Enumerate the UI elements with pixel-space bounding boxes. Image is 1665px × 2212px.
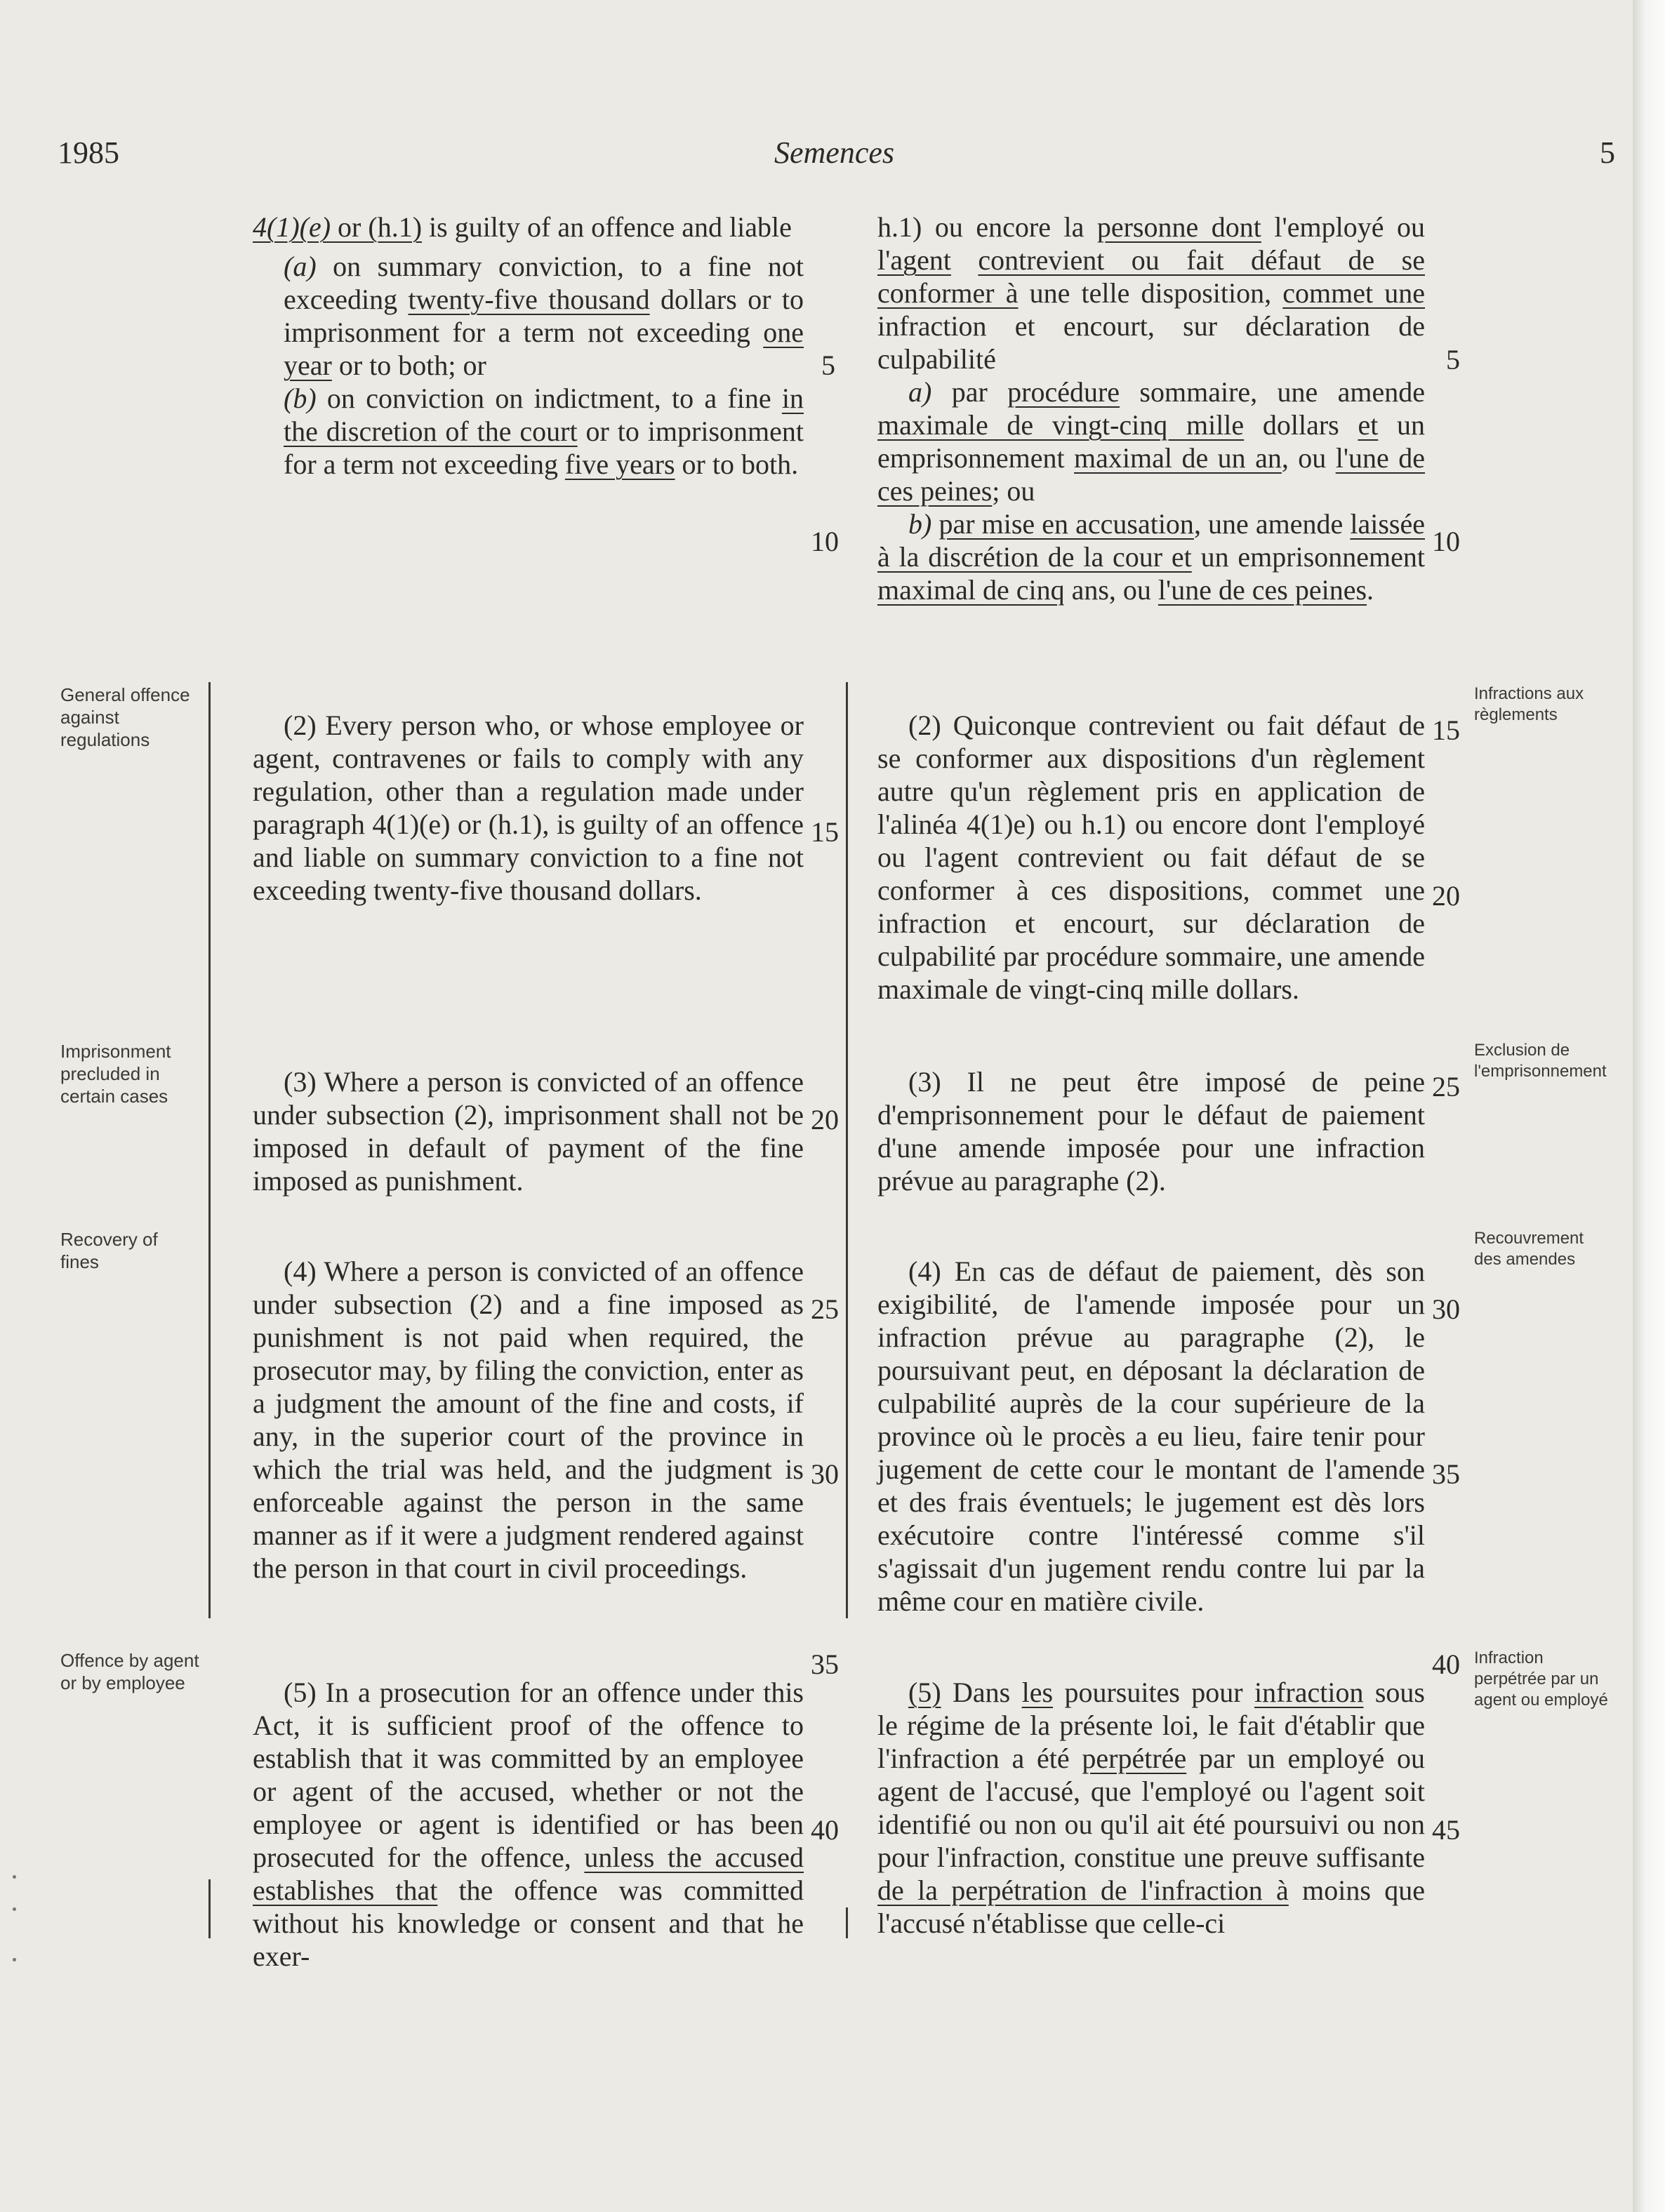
fr-item-a-u1: procédure xyxy=(1007,376,1120,408)
fr-item-b-t1 xyxy=(931,508,938,540)
fr-line-number: 35 xyxy=(1432,1458,1460,1490)
en-subsection-5 xyxy=(253,1676,804,1973)
fr-item-a-t2: sommaire, une amende xyxy=(1120,376,1425,408)
fr-line-number: 30 xyxy=(1432,1293,1460,1325)
fr-cont-lead-para xyxy=(877,211,1425,375)
en-cont-or: or xyxy=(331,211,369,243)
en-line-number: 30 xyxy=(811,1458,839,1490)
header-title: Semences xyxy=(774,135,895,170)
page-edge xyxy=(1633,0,1665,2212)
header-page-number: 5 xyxy=(1600,135,1615,170)
fr-margin-note-exclusion: Exclusion de l'emprisonnement xyxy=(1474,1041,1607,1081)
en-item-a-post: or to both; or xyxy=(331,349,486,381)
en-margin-note-general-offence: General offence against regulations xyxy=(60,684,190,750)
en-margin-note-recovery: Recovery of fines xyxy=(60,1229,158,1272)
fr-item-a-label: a) xyxy=(908,376,932,408)
en-item-b-underline-1: in the discretion of the court xyxy=(284,382,804,447)
scan-speck xyxy=(13,1907,16,1911)
fr-item-b-u2: laissée à la discrétion de la cour et xyxy=(877,508,1425,573)
fr-s5-t3: sous le régime de la présente loi, le fait d'établir que l'infraction a été xyxy=(877,1677,1425,1774)
en-item-b-post: or to both. xyxy=(675,448,799,480)
en-line-number: 5 xyxy=(821,349,835,381)
fr-subsection-4: (4) En cas de défaut de paiement, dès son exigibilité, de l'amende imposée pour un infraction prévue au paragraphe (2), le poursuivant peut, en déposant la déclaration de culpabilité auprès de la cour supérieure de la province où le procès a eu lieu, faire tenir pour jugement de cette cour le montant de l'amende et des frais éventuels; le jugement est dès lors exécutoire contre l'intéressé comme s'il s'agissait d'un jugement rendu contre lui par la même cour en matière civile. xyxy=(877,1255,1425,1617)
en-item-b-underline-2: five years xyxy=(564,448,675,480)
fr-item-b-u4: l'une de ces peines xyxy=(1157,574,1367,606)
fr-item-a-t1: par xyxy=(931,376,1008,408)
en-s5-underline: unless the accused establishes that xyxy=(253,1841,804,1906)
fr-cont-text-3: une telle disposition, xyxy=(1018,277,1283,309)
fr-s5-t2: poursuites pour xyxy=(1053,1677,1254,1708)
fr-line-number: 40 xyxy=(1432,1648,1460,1680)
en-item-a-mid: dollars or to imprisonment for a term not exceeding xyxy=(284,284,804,348)
fr-cont-item-a xyxy=(877,375,1425,507)
en-subsection-2: (2) Every person who, or whose employee or agent, contravenes or fails to comply with any regulation, other than a regulation made under paragraph 4(1)(e) or (h.1), is guilty of an offence and liable on summary conviction to a fine not exceeding twenty-five thousand dollars. xyxy=(253,709,804,906)
en-cont-rest: is guilty of an offence and liable xyxy=(422,211,792,243)
fr-s5-u4: perpétrée xyxy=(1082,1743,1187,1774)
fr-margin-note-infraction-agent: Infraction perpétrée par un agent ou employé xyxy=(1474,1648,1608,1710)
fr-s5-u2: les xyxy=(1021,1677,1054,1708)
en-cont-h1: (h.1) xyxy=(368,211,423,243)
en-item-b-label: (b) xyxy=(284,382,317,414)
change-bar-right xyxy=(846,682,848,1618)
fr-item-b-u3: maximal de cinq xyxy=(877,574,1065,606)
fr-line-number: 20 xyxy=(1432,880,1460,912)
fr-cont-text-4: infraction et encourt, sur déclaration de culpabilité xyxy=(877,310,1425,375)
fr-cont-text-2 xyxy=(951,244,978,276)
en-item-b-mid: or to imprisonment for a term not exceeding xyxy=(284,415,804,480)
scan-speck xyxy=(13,1958,16,1961)
fr-margin-note-infractions: Infractions aux règlements xyxy=(1474,684,1584,724)
en-cont-item-b xyxy=(253,382,804,481)
header-year: 1985 xyxy=(58,135,119,170)
fr-subsection-2: (2) Quiconque contrevient ou fait défaut de se conformer aux dispositions d'un règlement autre qu'un règlement pris en application de l'alinéa 4(1)e) ou h.1) ou encore dont l'employé ou l'agent contrevient ou fait défaut de se conformer à ces dispositions, commet une infraction et encourt, sur déclaration de culpabilité par procédure sommaire, une amende maximale de vingt-cinq mille dollars. xyxy=(877,709,1425,1005)
fr-item-b-t3: un emprisonnement xyxy=(1191,541,1425,573)
scan-speck xyxy=(13,1875,16,1879)
fr-line-number: 45 xyxy=(1432,1814,1460,1846)
fr-s5-u1: (5) xyxy=(908,1677,941,1708)
en-line-number: 40 xyxy=(811,1814,839,1846)
fr-line-number: 25 xyxy=(1432,1071,1460,1102)
change-bar-left-bottom xyxy=(208,1879,211,1938)
en-cont-lead: 4(1)(e) xyxy=(253,211,331,243)
en-subsection-4: (4) Where a person is convicted of an offence under subsection (2) and a fine imposed as punishment is not paid when required, the prosecutor may, by filing the conviction, enter as a judgment the amount of the fine and costs, if any, in the superior court of the province in which the trial was held, and the judgment is enforceable against the person in the same manner as if it were a judgment rendered against the person in that court in civil proceedings. xyxy=(253,1255,804,1584)
en-item-b-pre: on conviction on indictment, to a fine xyxy=(316,382,782,414)
fr-item-a-u2: maximale de vingt-cinq mille xyxy=(877,409,1245,441)
fr-cont-text-1: l'employé ou xyxy=(1261,211,1425,243)
en-line-number: 25 xyxy=(811,1293,839,1325)
fr-item-a-t6: ; ou xyxy=(992,475,1035,507)
en-item-a-underline-2: one year xyxy=(284,317,804,381)
fr-subsection-3: (3) Il ne peut être imposé de peine d'emprisonnement pour le défaut de paiement d'une amende imposée pour une infraction prévue au paragraphe (2). xyxy=(877,1066,1425,1197)
fr-item-b-u1: par mise en accusation xyxy=(938,508,1194,540)
fr-item-b-t4: ans, ou xyxy=(1064,574,1158,606)
fr-margin-note-recouvrement: Recouvrement des amendes xyxy=(1474,1229,1584,1269)
english-continuation xyxy=(253,211,804,481)
fr-cont-item-b xyxy=(877,507,1425,606)
fr-line-number: 15 xyxy=(1432,714,1460,746)
en-item-a-label: (a) xyxy=(284,251,317,282)
fr-cont-underline-2: l'agent xyxy=(877,244,951,276)
fr-item-a-t5: , ou xyxy=(1281,442,1336,474)
fr-item-b-t2: , une amende xyxy=(1193,508,1351,540)
fr-subsection-5 xyxy=(877,1676,1425,1940)
en-margin-note-imprisonment: Imprisonment precluded in certain cases xyxy=(60,1041,171,1107)
fr-s5-t1: Dans xyxy=(941,1677,1022,1708)
fr-s5-t4: par un employé ou agent de l'accusé, que l'employé ou l'agent soit identifié ou non ou qu'il ait été poursuivi ou non pour l'infraction, constitue une preuve suffisante xyxy=(877,1743,1425,1873)
en-margin-note-agent-offence: Offence by agent or by employee xyxy=(60,1650,199,1693)
fr-cont-underline-3: contrevient ou fait défaut de se conformer à xyxy=(877,244,1425,309)
fr-cont-underline-4: commet une xyxy=(1282,277,1425,309)
fr-item-a-u4: maximal de un an xyxy=(1074,442,1282,474)
en-cont-ref-underlined xyxy=(253,211,422,243)
en-cont-item-a xyxy=(253,250,804,382)
fr-cont-lead: h.1) ou encore la xyxy=(877,211,1097,243)
fr-item-a-u3: et xyxy=(1358,409,1379,441)
fr-s5-t5: moins que l'accusé n'établisse que celle-ci xyxy=(877,1874,1426,1939)
french-continuation xyxy=(877,211,1425,606)
fr-item-a-u5: l'une de ces peines xyxy=(877,442,1426,507)
fr-cont-underline-1: personne dont xyxy=(1096,211,1261,243)
en-line-number: 15 xyxy=(811,816,839,848)
fr-item-a-t3: dollars xyxy=(1244,409,1358,441)
fr-item-a-t4: un emprisonnement xyxy=(877,409,1426,474)
en-line-number: 20 xyxy=(811,1104,839,1135)
fr-item-b-t5: . xyxy=(1367,574,1374,606)
fr-line-number: 10 xyxy=(1432,526,1460,557)
fr-line-number: 5 xyxy=(1446,344,1460,375)
fr-s5-u5: de la perpétration de l'infraction à xyxy=(877,1874,1289,1906)
en-s5-post: the offence was committed without his knowledge or consent and that he exer- xyxy=(253,1874,804,1972)
change-bar-left xyxy=(208,682,211,1618)
en-s5-pre: (5) In a prosecution for an offence under this Act, it is sufficient proof of the offence to establish that it was committed by an employee or agent of the accused, whether or not the employee or agent is identified or has been prosecuted for the offence, xyxy=(253,1677,804,1873)
fr-item-b-label: b) xyxy=(908,508,932,540)
en-item-a-underline-1: twenty-five thousand xyxy=(408,284,650,315)
en-line-number: 10 xyxy=(811,526,839,557)
en-subsection-3: (3) Where a person is convicted of an offence under subsection (2), imprisonment shall not be imposed in default of payment of the fine imposed as punishment. xyxy=(253,1066,804,1197)
fr-s5-u3: infraction xyxy=(1254,1677,1364,1708)
en-item-a-pre: on summary conviction, to a fine not exceeding xyxy=(284,251,804,315)
en-line-number: 35 xyxy=(811,1648,839,1680)
change-bar-right-bottom xyxy=(846,1907,848,1938)
